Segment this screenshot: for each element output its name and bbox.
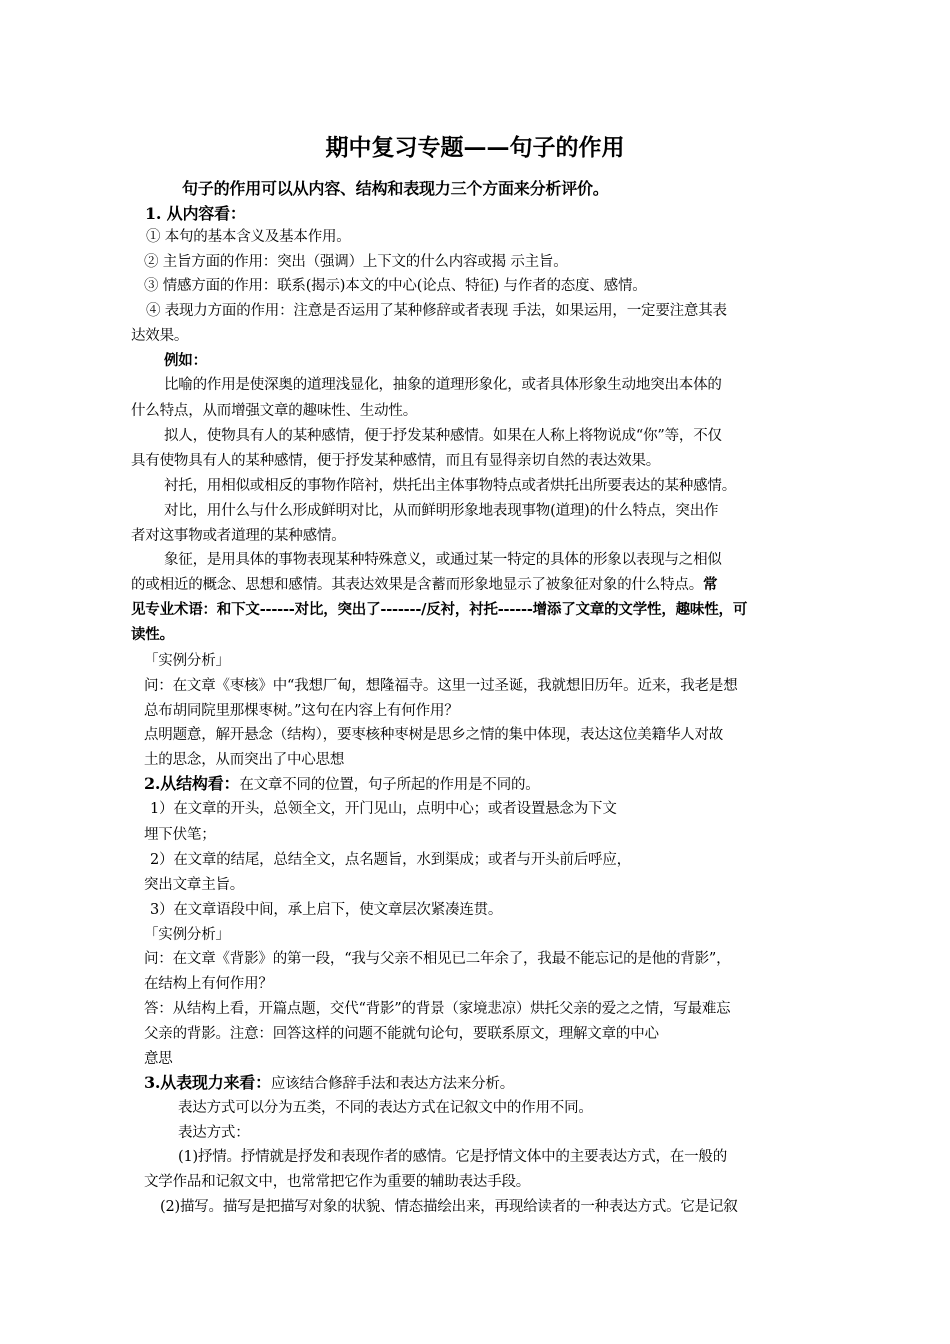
case-1-answer-line-1: 点明题意，解开悬念（结构），要枣核种枣树是思乡之情的集中体现，表达这位美籍华人对故 [144,727,724,743]
case-1-answer-line-2: 土的思念，从而突出了中心思想 [144,752,345,768]
contrast-line-1: 对比，用什么与什么形成鲜明对比，从而鲜明形象地表现事物(道理)的什么特点，突出作 [164,503,719,519]
content-item-3: ③ 情感方面的作用：联系(揭示)本文的中心(论点、特征) 与作者的态度、感情。 [144,278,647,294]
terms-line-1: 见专业术语：和下文------对比，突出了-------/反衬，衬托------增添了文章的文学性，趣味性，可 [131,601,748,618]
case-2-answer-line-2: 父亲的背影。注意：回答这样的问题不能就句论句，要联系原文，理解文章的中心 [144,1026,659,1042]
structure-item-1-line-1: 1）在文章的开头，总领全文，开门见山，点明中心；或者设置悬念为下文 [150,801,617,817]
case-2-label: 「实例分析」 [144,927,230,943]
metaphor-line-1: 比喻的作用是使深奥的道理浅显化，抽象的道理形象化，或者具体形象生动地突出本体的 [164,377,722,393]
structure-item-2-line-1: 2）在文章的结尾，总结全文，点名题旨，水到渠成；或者与开头前后呼应， [150,852,631,868]
case-1-label: 「实例分析」 [144,653,230,669]
metaphor-line-2: 什么特点，从而增强文章的趣味性、生动性。 [131,403,417,419]
structure-item-2-line-2: 突出文章主旨。 [144,877,245,893]
section-3-heading: 3.从表现力来看： [144,1073,271,1092]
terms-line-2: 读性。 [131,626,174,643]
section-2-heading: 2.从结构看： [144,774,240,793]
intro-text: 句子的作用可以从内容、结构和表现力三个方面来分析评价。 [182,179,609,198]
description-line-1: (2)描写。描写是把描写对象的状貌、情态描绘出来，再现给读者的一种表达方式。它是记叙 [160,1199,738,1215]
case-2-question-line-2: 在结构上有何作用？ [144,976,273,992]
structure-item-1-line-2: 埋下伏笔； [144,827,216,843]
foil-line: 衬托，用相似或相反的事物作陪衬，烘托出主体事物特点或者烘托出所要表达的某种感情。 [164,478,736,494]
expression-label: 表达方式： [178,1125,250,1141]
example-label: 例如： [164,352,207,369]
lyric-line-1: (1)抒情。抒情就是抒发和表现作者的感情。它是抒情文体中的主要表达方式，在一般的 [178,1149,728,1165]
content-item-1: ① 本句的基本含义及基本作用。 [146,229,351,245]
symbol-line-2 [131,574,717,596]
case-2-question-line-1: 问：在文章《背影》的第一段，“我与父亲不相见已二年余了，我最不能忘记的是他的背影”， [144,951,731,967]
case-2-answer-line-3: 意思 [144,1051,173,1067]
symbol-line-1: 象征，是用具体的事物表现某种特殊意义，或通过某一特定的具体的形象以表现与之相似 [164,552,722,568]
section-3-text: 应该结合修辞手法和表达方法来分析。 [270,1076,515,1092]
case-1-question-line-2: 总布胡同院里那棵枣树。”这句在内容上有何作用？ [144,703,459,719]
lyric-line-2: 文学作品和记叙文中，也常常把它作为重要的辅助表达手段。 [144,1174,531,1190]
structure-item-3: 3）在文章语段中间，承上启下，使文章层次紧凑连贯。 [150,902,503,918]
case-2-answer-line-1: 答：从结构上看，开篇点题，交代“背影”的背景（家境悲凉）烘托父亲的爱之之情，写最难忘 [144,1001,731,1017]
symbol-line-2-text: 的或相近的概念、思想和感情。其表达效果是含蓄而形象地显示了被象征对象的什么特点。 [131,577,703,593]
section-3-line [144,1072,514,1095]
section-2-line [144,773,540,796]
expression-intro: 表达方式可以分为五类，不同的表达方式在记叙文中的作用不同。 [178,1100,593,1116]
content-item-4-line-2: 达效果。 [131,328,189,344]
terms-lead: 常 [703,576,718,593]
content-item-4-line-1: ④ 表现力方面的作用：注意是否运用了某种修辞或者表现 手法，如果运用，一定要注意其表 [146,303,727,319]
section-1-heading: 1. 从内容看： [145,204,246,223]
personification-line-2: 具有使物具有人的某种感情，便于抒发某种感情，而且有显得亲切自然的表达效果。 [131,453,661,469]
content-item-2: ② 主旨方面的作用：突出（强调）上下文的什么内容或揭 示主旨。 [144,254,568,270]
personification-line-1: 拟人，使物具有人的某种感情，便于抒发某种感情。如果在人称上将物说成“你”等，不仅 [164,428,722,444]
section-2-text: 在文章不同的位置，句子所起的作用是不同的。 [239,777,540,793]
document-title: 期中复习专题——句子的作用 [325,134,625,161]
case-1-question-line-1: 问：在文章《枣核》中“我想厂甸，想隆福寺。这里一过圣诞，我就想旧历年。近来，我老是想 [144,678,738,694]
contrast-line-2: 者对这事物或者道理的某种感情。 [131,528,346,544]
